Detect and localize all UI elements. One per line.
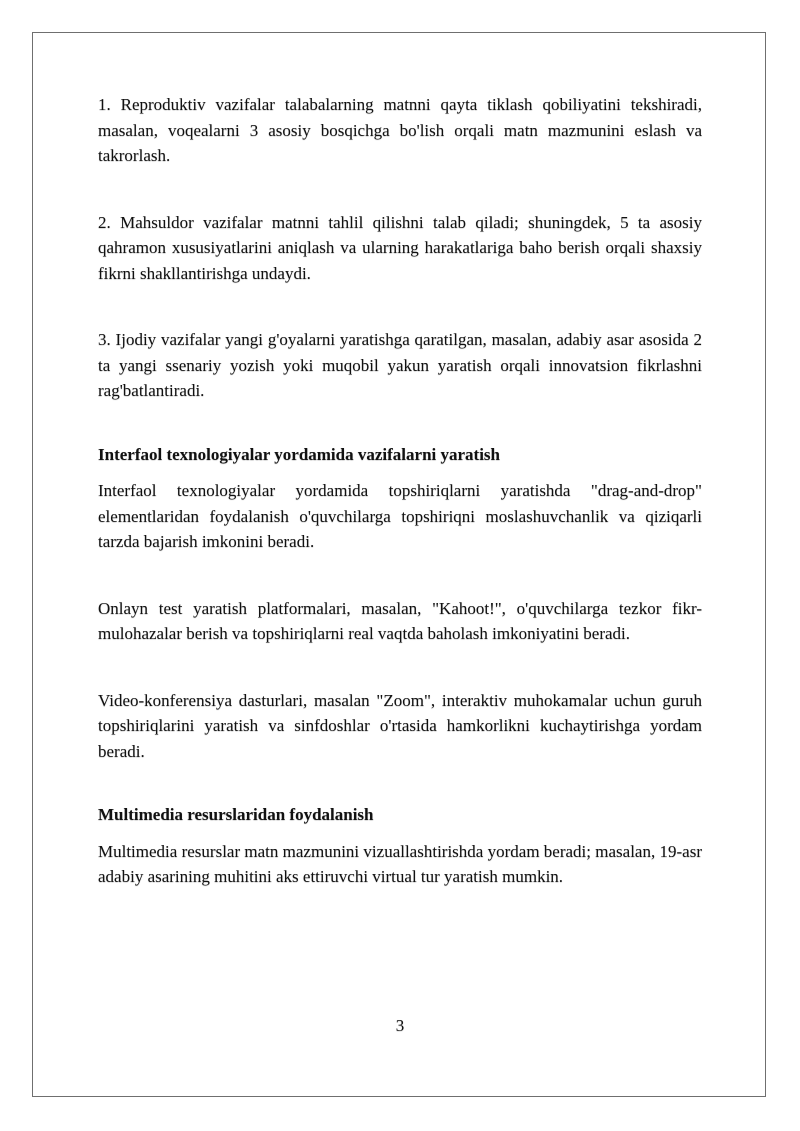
paragraph-reproductive-tasks: 1. Reproduktiv vazifalar talabalarning matnni qayta tiklash qobiliyatini tekshiradi, masalan, voqealarni 3 asosiy bosqichga bo'lish orqali matn mazmunini eslash va takrorlash. [98, 95, 702, 165]
page-number: 3 [395, 1016, 405, 1035]
section-heading-multimedia: Multimedia resurslaridan foydalanish [98, 805, 374, 824]
paragraph-online-tests: Onlayn test yaratish platformalari, masalan, "Kahoot!", o'quvchilarga tezkor fikr-mulohazalar berish va topshiriqlarni real vaqtda baholash imkoniyatini beradi. [98, 598, 702, 643]
paragraph-multimedia-resources: Multimedia resurslar matn mazmunini vizuallashtirishda yordam beradi; masalan, 19-asr adabiy asarining muhitini aks ettiruvchi virtual tur yaratish mumkin. [98, 841, 702, 886]
paragraph-video-conference: Video-konferensiya dasturlari, masalan "Zoom", interaktiv muhokamalar uchun guruh topshiriqlarini yaratish va sinfdoshlar o'rtasida hamkorlikni kuchaytirishga yordam beradi. [98, 690, 702, 761]
section-heading-interactive-technologies: Interfaol texnologiyalar yordamida vazifalarni yaratish [98, 444, 500, 464]
document-body [98, 92, 702, 890]
paragraph-productive-tasks: 2. Mahsuldor vazifalar matnni tahlil qilishni talab qiladi; shuningdek, 5 ta asosiy qahramon xususiyatlarini aniqlash va ularning harakatlariga baho berish orqali shaxsiy fikrni shakllantirishga undaydi. [98, 212, 702, 283]
paragraph-creative-tasks: 3. Ijodiy vazifalar yangi g'oyalarni yaratishga qaratilgan, masalan, adabiy asar asosida 2 ta yangi ssenariy yozish yoki muqobil yakun yaratish orqali innovatsion fikrlashni rag'batlantiradi. [98, 330, 702, 400]
paragraph-drag-and-drop: Interfaol texnologiyalar yordamida topshiriqlarni yaratishda "drag-and-drop" elementlaridan foydalanish o'quvchilarga topshiriqni moslashuvchanlik va qiziqarli tarzda bajarish imkonini beradi. [98, 481, 702, 551]
